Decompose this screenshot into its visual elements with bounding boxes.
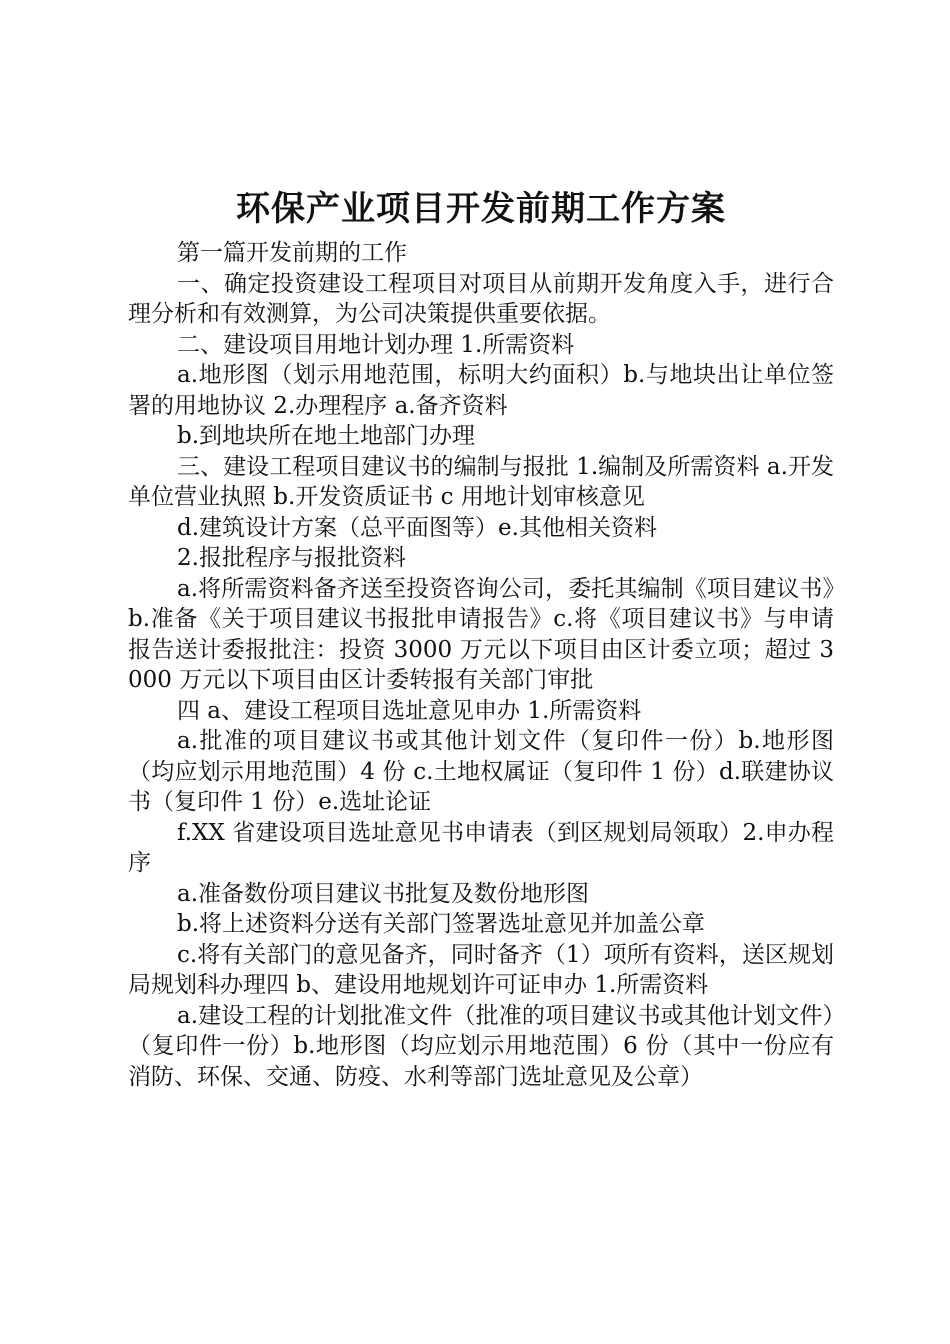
paragraph: a.准备数份项目建议书批复及数份地形图 xyxy=(177,880,590,907)
paragraph: d.建筑设计方案（总平面图等）e.其他相关资料 xyxy=(177,514,657,541)
document-title: 环保产业项目开发前期工作方案 xyxy=(236,189,726,229)
paragraph: a.地形图（划示用地范围，标明大约面积）b.与地块出让单位签署的用地协议 2.办理程序 a.备齐资料 xyxy=(128,362,834,419)
paragraph: a.将所需资料备齐送至投资咨询公司，委托其编制《项目建议书》b.准备《关于项目建议书报批申请报告》c.将《项目建议书》与申请报告送计委报批注：投资 3000 万元以下项目由区计委立项；超过 3000 万元以下项目由区计委转报有关部门审批 xyxy=(128,575,834,693)
paragraph: b.到地块所在地土地部门办理 xyxy=(177,423,476,449)
paragraph: a.批准的项目建议书或其他计划文件（复印件一份）b.地形图（均应划示用地范围）4 份 c.土地权属证（复印件 1 份）d.联建协议书（复印件 1 份）e.选址论证 xyxy=(128,728,834,815)
paragraph: b.将上述资料分送有关部门签署选址意见并加盖公章 xyxy=(177,911,706,937)
document-body xyxy=(128,238,834,1092)
paragraph: 三、建设工程项目建议书的编制与报批 1.编制及所需资料 a.开发单位营业执照 b.开发资质证书 c 用地计划审核意见 xyxy=(128,453,834,510)
paragraph: f.XX 省建设项目选址意见书申请表（到区规划局领取）2.申办程序 xyxy=(128,819,834,876)
paragraph: c.将有关部门的意见备齐，同时备齐（1）项所有资料，送区规划局规划科办理四 b、建设用地规划许可证申办 1.所需资料 xyxy=(128,941,834,998)
paragraph: 一、确定投资建设工程项目对项目从前期开发角度入手，进行合理分析和有效测算，为公司决策提供重要依据。 xyxy=(128,270,834,327)
paragraph: a.建设工程的计划批准文件（批准的项目建议书或其他计划文件）（复印件一份）b.地形图（均应划示用地范围）6 份（其中一份应有消防、环保、交通、防疫、水利等部门选址意见及公章） xyxy=(128,1002,834,1090)
paragraph: 2.报批程序与报批资料 xyxy=(177,545,406,571)
document-page xyxy=(128,188,834,1092)
paragraph: 二、建设项目用地计划办理 1.所需资料 xyxy=(177,331,575,358)
paragraph: 第一篇开发前期的工作 xyxy=(177,240,407,266)
paragraph: 四 a、建设工程项目选址意见申办 1.所需资料 xyxy=(177,697,642,724)
